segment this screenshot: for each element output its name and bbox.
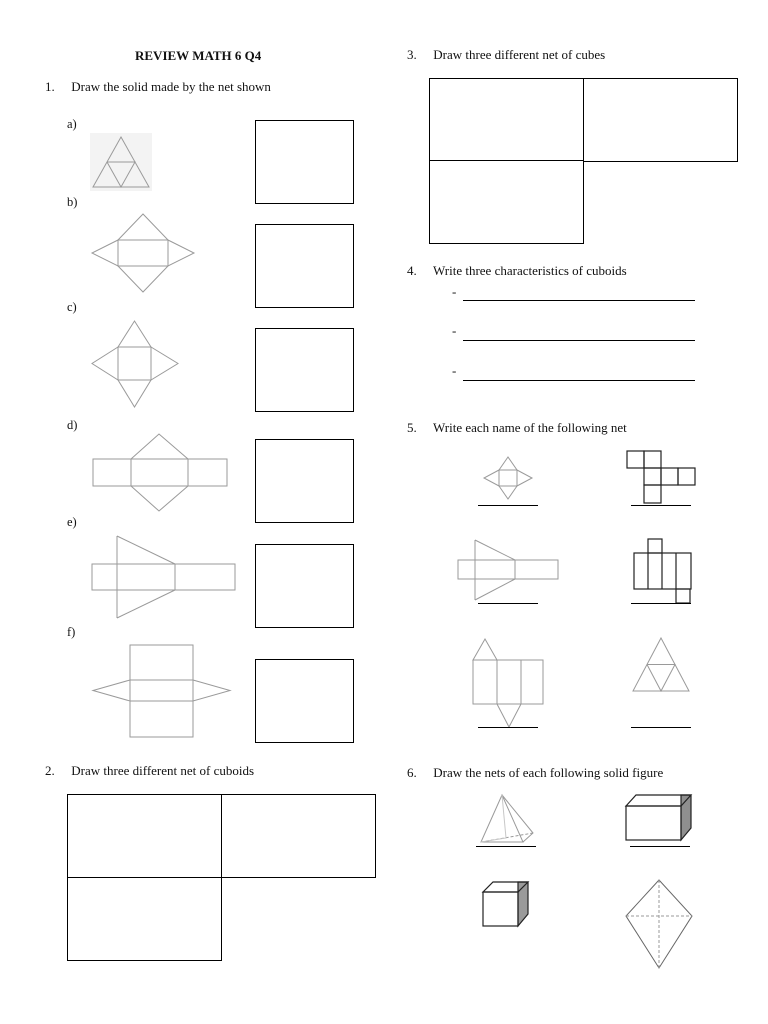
hexagonal-prism-net (92, 644, 232, 738)
question-3-number: 3. (407, 47, 417, 62)
draw-line-2[interactable] (630, 846, 690, 847)
question-5-number: 5. (407, 420, 417, 435)
question-1 (45, 79, 271, 95)
item-a-label: a) (67, 117, 77, 131)
rectangular-pyramid-net (90, 212, 196, 294)
question-5 (407, 420, 627, 436)
small-tetrahedron-net (631, 635, 691, 695)
answer-box-b[interactable] (255, 224, 354, 308)
name-line-4[interactable] (631, 603, 691, 604)
item-e-label: e) (67, 515, 77, 529)
item-d-label: d) (67, 418, 78, 432)
dash-1: - (452, 284, 457, 299)
name-line-2[interactable] (631, 505, 691, 506)
question-1-number: 1. (45, 79, 55, 94)
small-square-pyramid-net (482, 455, 534, 501)
answer-line-1[interactable] (463, 300, 695, 301)
triangular-pyramid-net (90, 133, 152, 191)
question-3 (407, 47, 605, 63)
question-6-number: 6. (407, 765, 417, 780)
question-4 (407, 263, 627, 279)
answer-box-a[interactable] (255, 120, 354, 204)
question-2-text: Draw three different net of cuboids (71, 763, 255, 778)
tetrahedron-solid (478, 792, 538, 848)
item-c-label: c) (67, 300, 77, 314)
small-triangular-prism-net (472, 637, 544, 729)
trapezoid-prism-net (91, 535, 237, 619)
name-line-1[interactable] (478, 505, 538, 506)
square-pyramid-net (90, 319, 180, 409)
octahedron-solid (624, 878, 694, 970)
cube-net-box-1[interactable] (429, 78, 584, 162)
answer-box-c[interactable] (255, 328, 354, 412)
answer-line-3[interactable] (463, 380, 695, 381)
cuboid-net-box-1[interactable] (67, 794, 222, 878)
dash-2: - (452, 323, 457, 338)
question-5-text: Write each name of the following net (433, 420, 627, 435)
question-6 (407, 765, 663, 781)
name-line-6[interactable] (631, 727, 691, 728)
cube-solid (482, 880, 530, 928)
question-3-text: Draw three different net of cubes (433, 47, 606, 62)
question-6-text: Draw the nets of each following solid figure (433, 765, 664, 780)
cube-net-figure (626, 450, 696, 506)
page-title: REVIEW MATH 6 Q4 (135, 48, 262, 63)
answer-box-f[interactable] (255, 659, 354, 743)
question-4-text: Write three characteristics of cuboids (433, 263, 627, 278)
cuboid-net-box-2[interactable] (221, 794, 376, 878)
draw-line-1[interactable] (476, 846, 536, 847)
cuboid-net-box-3[interactable] (67, 877, 222, 961)
cuboid-net-figure (633, 538, 693, 604)
name-line-5[interactable] (478, 727, 538, 728)
answer-box-e[interactable] (255, 544, 354, 628)
answer-line-2[interactable] (463, 340, 695, 341)
question-2-number: 2. (45, 763, 55, 778)
item-f-label: f) (67, 625, 76, 639)
dash-3: - (452, 363, 457, 378)
question-1-text: Draw the solid made by the net shown (71, 79, 271, 94)
cuboid-solid (625, 794, 693, 842)
question-4-number: 4. (407, 263, 417, 278)
item-b-label: b) (67, 195, 78, 209)
name-line-3[interactable] (478, 603, 538, 604)
cube-net-box-3[interactable] (429, 160, 584, 244)
answer-box-d[interactable] (255, 439, 354, 523)
question-2 (45, 763, 254, 779)
small-trapezoid-prism-net (457, 539, 559, 601)
cube-net-box-2[interactable] (583, 78, 738, 162)
triangular-prism-net (92, 433, 228, 513)
